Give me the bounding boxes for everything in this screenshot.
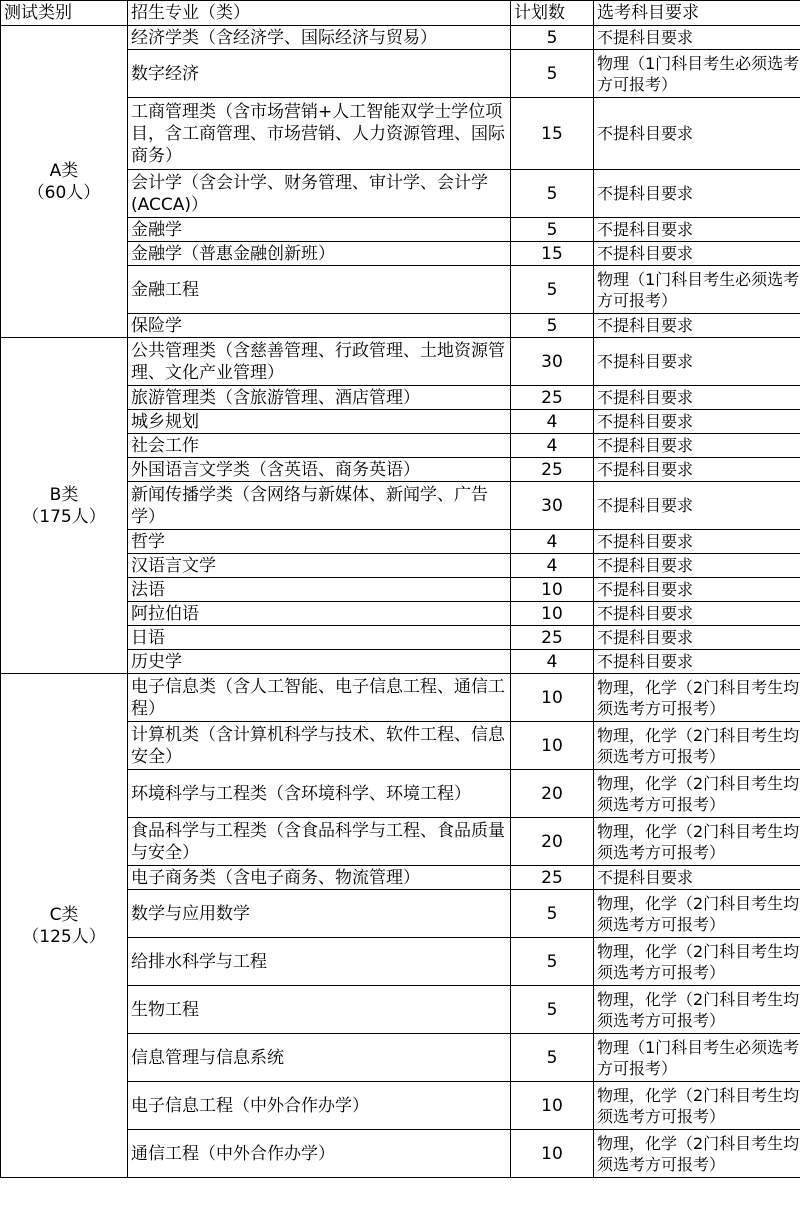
major-cell: 会计学（含会计学、财务管理、审计学、会计学(ACCA)）	[128, 170, 511, 218]
subject-requirement-cell: 物理，化学（2门科目考生均须选考方可报考）	[594, 1082, 800, 1130]
category-name: A类	[49, 160, 79, 181]
header-major: 招生专业（类）	[128, 1, 511, 26]
subject-requirement-cell: 不提科目要求	[594, 98, 800, 170]
plan-count-cell: 10	[511, 602, 594, 626]
subject-requirement-cell: 物理，化学（2门科目考生均须选考方可报考）	[594, 818, 800, 866]
plan-count-cell: 5	[511, 26, 594, 50]
category-cell	[1, 26, 128, 338]
plan-count-cell: 4	[511, 650, 594, 674]
subject-requirement-cell: 不提科目要求	[594, 530, 800, 554]
category-count: （60人）	[27, 182, 101, 203]
subject-requirement-cell: 不提科目要求	[594, 434, 800, 458]
plan-count-cell: 10	[511, 578, 594, 602]
subject-requirement-cell: 物理，化学（2门科目考生均须选考方可报考）	[594, 890, 800, 938]
plan-count-cell: 20	[511, 818, 594, 866]
table-row	[1, 338, 800, 386]
plan-count-cell: 30	[511, 482, 594, 530]
category-name: B类	[49, 484, 79, 505]
subject-requirement-cell: 物理（1门科目考生必须选考方可报考）	[594, 266, 800, 314]
plan-count-cell: 15	[511, 98, 594, 170]
subject-requirement-cell: 不提科目要求	[594, 482, 800, 530]
major-cell: 旅游管理类（含旅游管理、酒店管理）	[128, 386, 511, 410]
plan-count-cell: 10	[511, 1130, 594, 1178]
plan-count-cell: 5	[511, 938, 594, 986]
major-cell: 电子商务类（含电子商务、物流管理）	[128, 866, 511, 890]
subject-requirement-cell: 不提科目要求	[594, 866, 800, 890]
subject-requirement-cell: 不提科目要求	[594, 218, 800, 242]
plan-count-cell: 4	[511, 410, 594, 434]
major-cell: 金融工程	[128, 266, 511, 314]
plan-count-cell: 25	[511, 626, 594, 650]
subject-requirement-cell: 物理（1门科目考生必须选考方可报考）	[594, 1034, 800, 1082]
category-cell	[1, 338, 128, 674]
major-cell: 食品科学与工程类（含食品科学与工程、食品质量与安全）	[128, 818, 511, 866]
major-cell: 数学与应用数学	[128, 890, 511, 938]
header-plan: 计划数	[511, 1, 594, 26]
major-cell: 日语	[128, 626, 511, 650]
subject-requirement-cell: 不提科目要求	[594, 386, 800, 410]
plan-count-cell: 10	[511, 722, 594, 770]
table-row	[1, 674, 800, 722]
subject-requirement-cell: 物理（1门科目考生必须选考方可报考）	[594, 50, 800, 98]
category-cell	[1, 674, 128, 1178]
subject-requirement-cell: 物理，化学（2门科目考生均须选考方可报考）	[594, 938, 800, 986]
major-cell: 外国语言文学类（含英语、商务英语）	[128, 458, 511, 482]
subject-requirement-cell: 不提科目要求	[594, 242, 800, 266]
major-cell: 新闻传播学类（含网络与新媒体、新闻学、广告学）	[128, 482, 511, 530]
subject-requirement-cell: 不提科目要求	[594, 170, 800, 218]
category-name: C类	[49, 904, 79, 925]
subject-requirement-cell: 不提科目要求	[594, 578, 800, 602]
subject-requirement-cell: 不提科目要求	[594, 314, 800, 338]
major-cell: 给排水科学与工程	[128, 938, 511, 986]
plan-count-cell: 10	[511, 1082, 594, 1130]
subject-requirement-cell: 不提科目要求	[594, 626, 800, 650]
category-count: （175人）	[22, 506, 106, 527]
plan-count-cell: 20	[511, 770, 594, 818]
major-cell: 金融学（普惠金融创新班）	[128, 242, 511, 266]
major-cell: 社会工作	[128, 434, 511, 458]
header-row	[1, 1, 800, 26]
plan-count-cell: 10	[511, 674, 594, 722]
plan-count-cell: 4	[511, 530, 594, 554]
plan-count-cell: 25	[511, 458, 594, 482]
major-cell: 法语	[128, 578, 511, 602]
plan-count-cell: 25	[511, 386, 594, 410]
subject-requirement-cell: 不提科目要求	[594, 554, 800, 578]
plan-count-cell: 5	[511, 218, 594, 242]
plan-count-cell: 5	[511, 890, 594, 938]
subject-requirement-cell: 物理，化学（2门科目考生均须选考方可报考）	[594, 986, 800, 1034]
major-cell: 电子信息类（含人工智能、电子信息工程、通信工程）	[128, 674, 511, 722]
subject-requirement-cell: 不提科目要求	[594, 338, 800, 386]
subject-requirement-cell: 不提科目要求	[594, 458, 800, 482]
major-cell: 生物工程	[128, 986, 511, 1034]
major-cell: 环境科学与工程类（含环境科学、环境工程）	[128, 770, 511, 818]
table-row	[1, 26, 800, 50]
major-cell: 阿拉伯语	[128, 602, 511, 626]
plan-count-cell: 25	[511, 866, 594, 890]
major-cell: 城乡规划	[128, 410, 511, 434]
plan-count-cell: 5	[511, 266, 594, 314]
major-cell: 金融学	[128, 218, 511, 242]
major-cell: 数字经济	[128, 50, 511, 98]
subject-requirement-cell: 不提科目要求	[594, 410, 800, 434]
subject-requirement-cell: 物理，化学（2门科目考生均须选考方可报考）	[594, 1130, 800, 1178]
header-category: 测试类别	[1, 1, 128, 26]
major-cell: 计算机类（含计算机科学与技术、软件工程、信息安全）	[128, 722, 511, 770]
subject-requirement-cell: 不提科目要求	[594, 26, 800, 50]
header-requirement: 选考科目要求	[594, 1, 800, 26]
major-cell: 保险学	[128, 314, 511, 338]
category-count: （125人）	[22, 926, 106, 947]
plan-count-cell: 5	[511, 50, 594, 98]
subject-requirement-cell: 物理，化学（2门科目考生均须选考方可报考）	[594, 674, 800, 722]
plan-count-cell: 5	[511, 170, 594, 218]
plan-count-cell: 15	[511, 242, 594, 266]
major-cell: 哲学	[128, 530, 511, 554]
subject-requirement-cell: 物理，化学（2门科目考生均须选考方可报考）	[594, 722, 800, 770]
plan-count-cell: 30	[511, 338, 594, 386]
major-cell: 经济学类（含经济学、国际经济与贸易）	[128, 26, 511, 50]
subject-requirement-cell: 不提科目要求	[594, 650, 800, 674]
major-cell: 历史学	[128, 650, 511, 674]
major-cell: 通信工程（中外合作办学）	[128, 1130, 511, 1178]
major-cell: 信息管理与信息系统	[128, 1034, 511, 1082]
table-body	[1, 26, 800, 1178]
major-cell: 汉语言文学	[128, 554, 511, 578]
major-cell: 电子信息工程（中外合作办学）	[128, 1082, 511, 1130]
plan-count-cell: 5	[511, 986, 594, 1034]
plan-count-cell: 4	[511, 434, 594, 458]
subject-requirement-cell: 物理，化学（2门科目考生均须选考方可报考）	[594, 770, 800, 818]
major-cell: 公共管理类（含慈善管理、行政管理、土地资源管理、文化产业管理）	[128, 338, 511, 386]
plan-count-cell: 5	[511, 1034, 594, 1082]
plan-count-cell: 5	[511, 314, 594, 338]
major-cell: 工商管理类（含市场营销+人工智能双学士学位项目，含工商管理、市场营销、人力资源管理、国际商务）	[128, 98, 511, 170]
plan-count-cell: 4	[511, 554, 594, 578]
subject-requirement-cell: 不提科目要求	[594, 602, 800, 626]
